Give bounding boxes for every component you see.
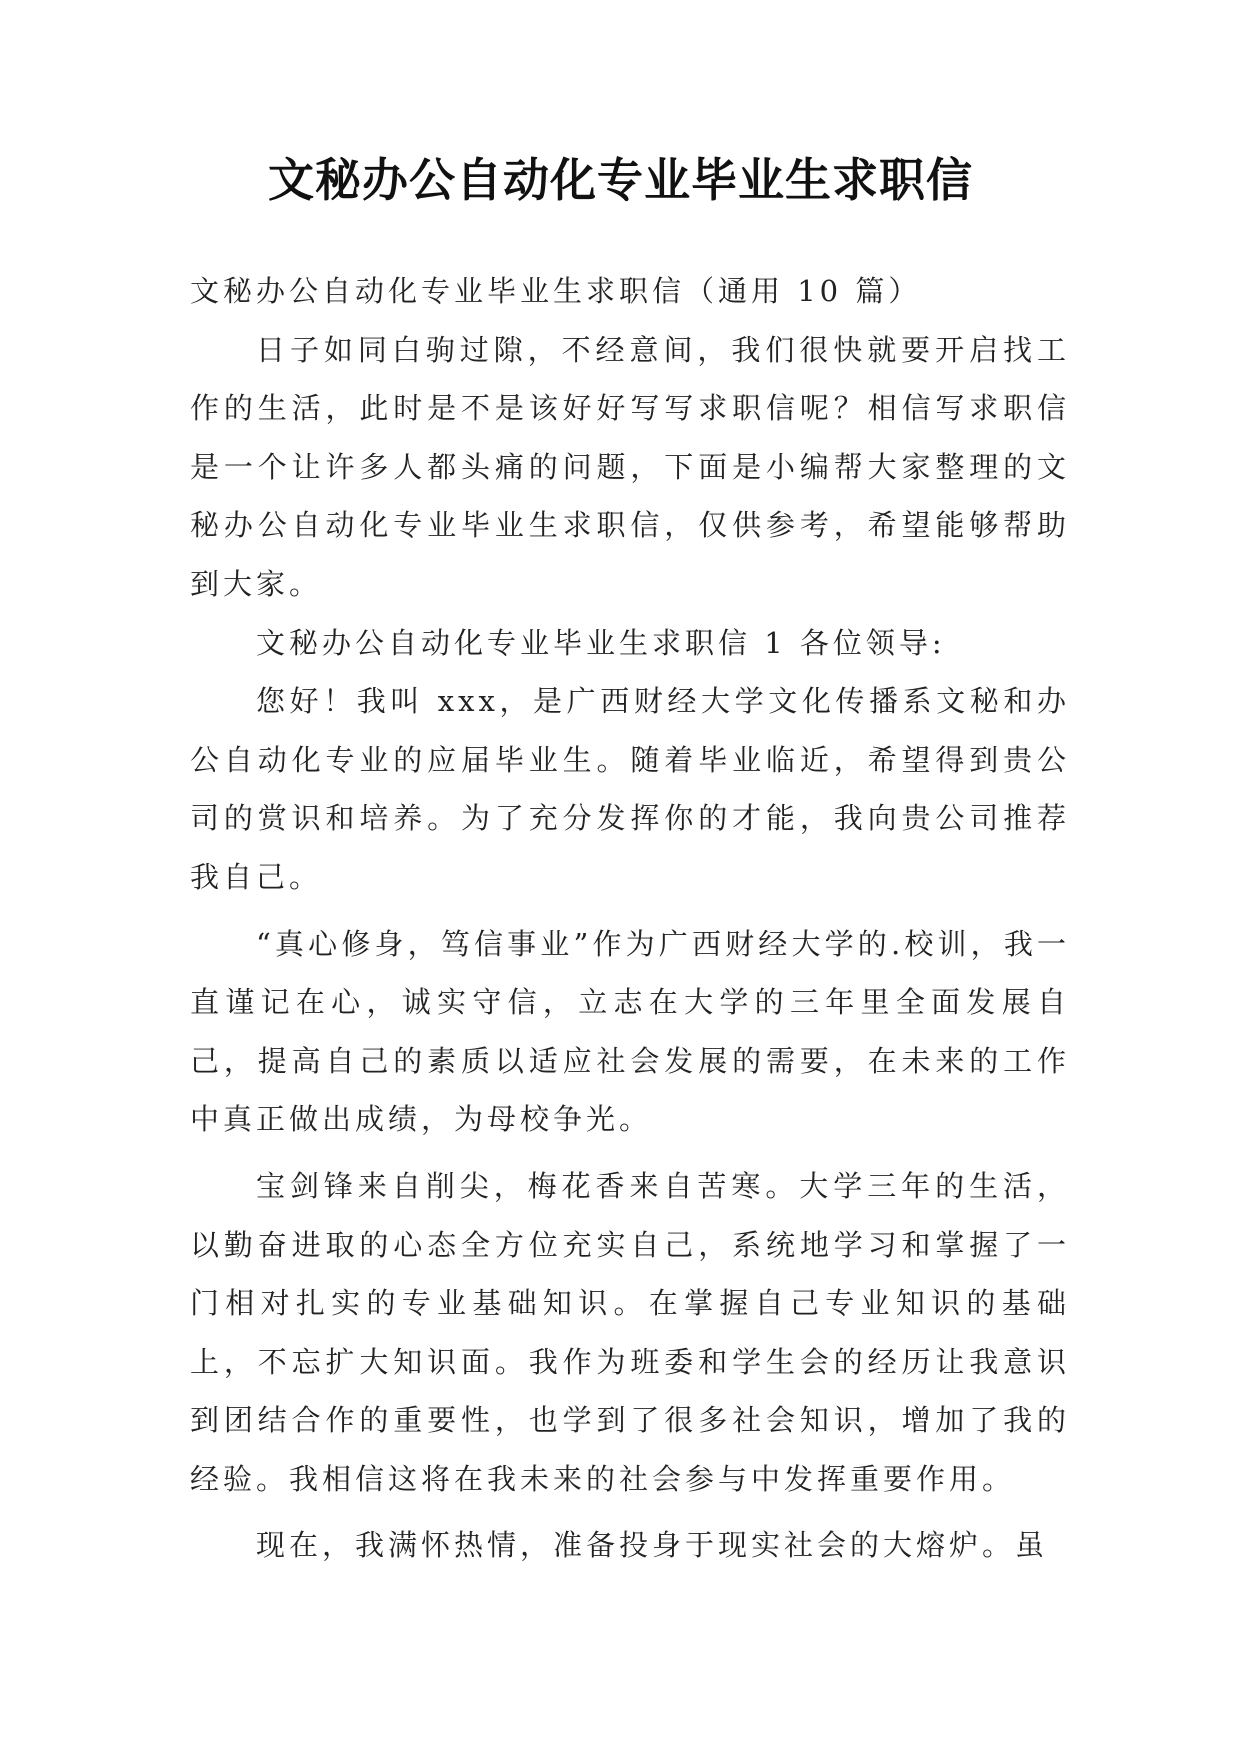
document-title: 文秘办公自动化专业毕业生求职信 xyxy=(268,153,973,207)
letter-heading: 文秘办公自动化专业毕业生求职信 1 各位领导: xyxy=(256,625,946,660)
document-subtitle: 文秘办公自动化专业毕业生求职信（通用 10 篇） xyxy=(190,274,922,308)
paragraph-university-life: 宝剑锋来自削尖，梅花香来自苦寒。大学三年的生活，以勤奋进取的心态全方位充实自己，系统地学习和掌握了一门相对扎实的专业基础知识。在掌握自己专业知识的基础上，不忘扩大知识面。我作为班委和学生会的经历让我意识到团结合作的重要性，也学到了很多社会知识，增加了我的经验。我相信这将在我未来的社会参与中发挥重要作用。 xyxy=(190,1168,1070,1496)
paragraph-motto: “真心修身，笃信事业”作为广西财经大学的.校训，我一直谨记在心，诚实守信，立志在大学的三年里全面发展自己，提高自己的素质以适应社会发展的需要，在未来的工作中真正做出成绩，为母校争光。 xyxy=(190,926,1070,1137)
paragraph-intro: 日子如同白驹过隙，不经意间，我们很快就要开启找工作的生活，此时是不是该好好写写求职信呢？相信写求职信是一个让许多人都头痛的问题，下面是小编帮大家整理的文秘办公自动化专业毕业生求职信，仅供参考，希望能够帮助到大家。 xyxy=(190,332,1070,601)
paragraph-closing: 现在，我满怀热情，准备投身于现实社会的大熔炉。虽 xyxy=(256,1528,1049,1563)
document-body xyxy=(190,262,1070,1575)
paragraph-greeting: 您好！我叫 xxx，是广西财经大学文化传播系文秘和办公自动化专业的应届毕业生。随着毕业临近，希望得到贵公司的赏识和培养。为了充分发挥你的才能，我向贵公司推荐我自己。 xyxy=(190,684,1070,894)
